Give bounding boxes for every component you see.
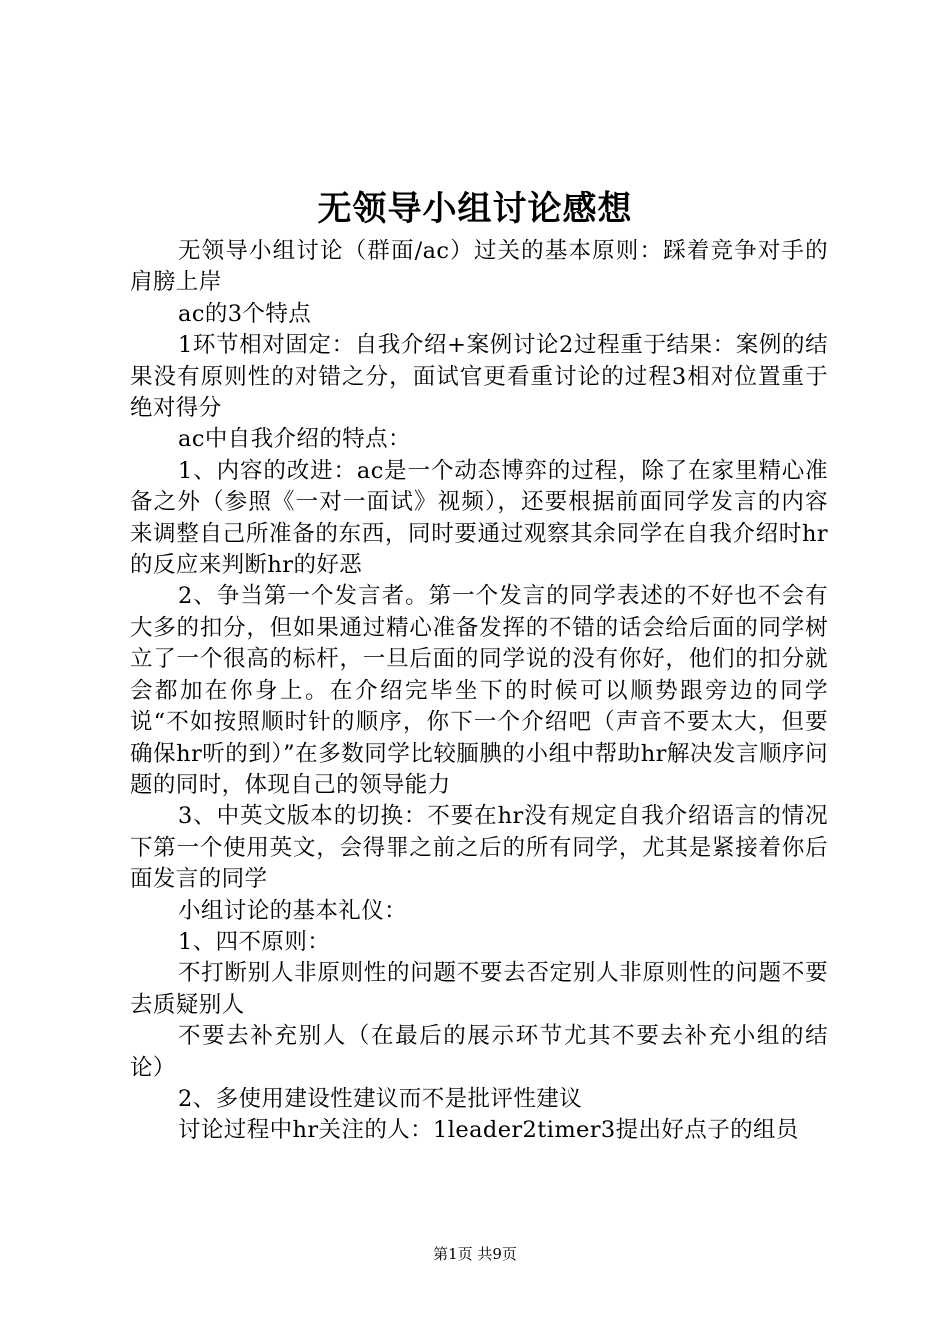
paragraph: 不要去补充别人（在最后的展示环节尤其不要去补充小组的结论） bbox=[130, 1023, 828, 1081]
paragraph: 不打断别人非原则性的问题不要去否定别人非原则性的问题不要去质疑别人 bbox=[130, 960, 828, 1018]
paragraph: ac中自我介绍的特点： bbox=[178, 426, 411, 453]
paragraph: 1、四不原则： bbox=[178, 928, 331, 955]
paragraph: 3、中英文版本的切换：不要在hr没有规定自我介绍语言的情况下第一个使用英文，会得罪之前之后的所有同学，尤其是紧接着你后面发言的同学 bbox=[130, 803, 828, 893]
page-number-footer: 第1页 共9页 bbox=[433, 1245, 517, 1263]
document-title: 无领导小组讨论感想 bbox=[317, 189, 633, 229]
document-body bbox=[130, 236, 828, 1147]
paragraph: 2、多使用建设性建议而不是批评性建议 bbox=[178, 1085, 583, 1112]
paragraph: 无领导小组讨论（群面/ac）过关的基本原则：踩着竞争对手的肩膀上岸 bbox=[130, 238, 828, 296]
paragraph: 1环节相对固定：自我介绍+案例讨论2过程重于结果：案例的结果没有原则性的对错之分，面试官更看重讨论的过程3相对位置重于绝对得分 bbox=[130, 332, 828, 422]
paragraph: 讨论过程中hr关注的人：1leader2timer3提出好点子的组员 bbox=[178, 1117, 799, 1144]
paragraph: 2、争当第一个发言者。第一个发言的同学表述的不好也不会有大多的扣分，但如果通过精心准备发挥的不错的话会给后面的同学树立了一个很高的标杆，一旦后面的同学说的没有你好，他们的扣分就会都加在你身上。在介绍完毕坐下的时候可以顺势跟旁边的同学说“不如按照顺时针的顺序，你下一个介绍吧（声音不要太大，但要确保hr听的到）”在多数同学比较腼腆的小组中帮助hr解决发言顺序问题的同时，体现自己的领导能力 bbox=[130, 583, 828, 798]
paragraph: 1、内容的改进：ac是一个动态博弈的过程，除了在家里精心准备之外（参照《一对一面试》视频），还要根据前面同学发言的内容来调整自己所准备的东西，同时要通过观察其余同学在自我介绍时hr的反应来判断hr的好恶 bbox=[130, 457, 828, 579]
paragraph: 小组讨论的基本礼仪： bbox=[178, 897, 408, 924]
paragraph: ac的3个特点 bbox=[178, 300, 312, 327]
